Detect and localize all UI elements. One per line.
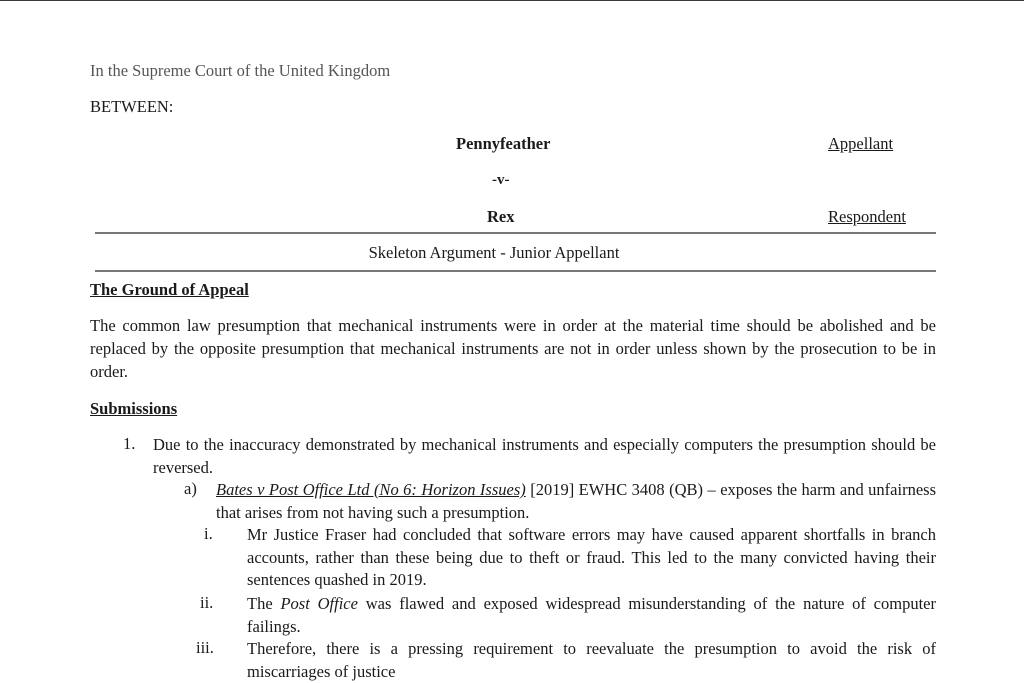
submission-item-ii bbox=[247, 593, 936, 638]
submission-item-iii: Therefore, there is a pressing requirement to reevaluate the presumption to avoid the risk of miscarriages of justice bbox=[247, 639, 936, 681]
item-a-text: [2019] EWHC 3408 (QB) – exposes the harm and unfairness that arises from not having such a presumption. bbox=[216, 480, 936, 522]
document-title: Skeleton Argument - Junior Appellant bbox=[368, 243, 620, 262]
list-marker-ii: ii. bbox=[200, 593, 214, 612]
item-ii-emphasis: Post Office bbox=[280, 594, 358, 613]
submission-item-i: Mr Justice Fraser had concluded that software errors may have caused apparent shortfalls in branch accounts, rather than these being due to theft or fraud. This led to the many convicted having their sentences quashed in 2019. bbox=[247, 525, 936, 589]
submissions-heading: Submissions bbox=[90, 399, 178, 418]
title-rule-bottom bbox=[95, 270, 936, 272]
submission-item-1: Due to the inaccuracy demonstrated by mechanical instruments and especially computers the presumption should be reversed. bbox=[153, 435, 936, 477]
versus-label: -v- bbox=[492, 172, 510, 188]
list-marker-a: a) bbox=[184, 479, 197, 498]
title-rule-top bbox=[95, 232, 936, 234]
list-marker-1: 1. bbox=[123, 434, 136, 453]
between-label: BETWEEN: bbox=[90, 97, 174, 116]
appellant-name: Pennyfeather bbox=[456, 134, 551, 153]
list-marker-iii: iii. bbox=[196, 638, 214, 657]
court-name: In the Supreme Court of the United Kingdom bbox=[90, 61, 391, 80]
respondent-role: Respondent bbox=[828, 207, 906, 226]
ground-heading: The Ground of Appeal bbox=[90, 280, 249, 299]
case-citation: Bates v Post Office Ltd (No 6: Horizon Issues) bbox=[216, 480, 526, 499]
list-marker-i: i. bbox=[204, 524, 213, 543]
respondent-name: Rex bbox=[487, 207, 515, 226]
ground-paragraph: The common law presumption that mechanical instruments were in order at the material time should be abolished and be replaced by the opposite presumption that mechanical instruments are not in order unless shown by the prosecution to be in order. bbox=[90, 316, 936, 381]
item-ii-text: was flawed and exposed widespread misunderstanding of the nature of computer failings. bbox=[247, 594, 936, 636]
submission-item-a bbox=[216, 479, 936, 524]
appellant-role: Appellant bbox=[828, 134, 894, 153]
top-border bbox=[0, 0, 1024, 1]
item-ii-prefix: The bbox=[247, 594, 281, 613]
